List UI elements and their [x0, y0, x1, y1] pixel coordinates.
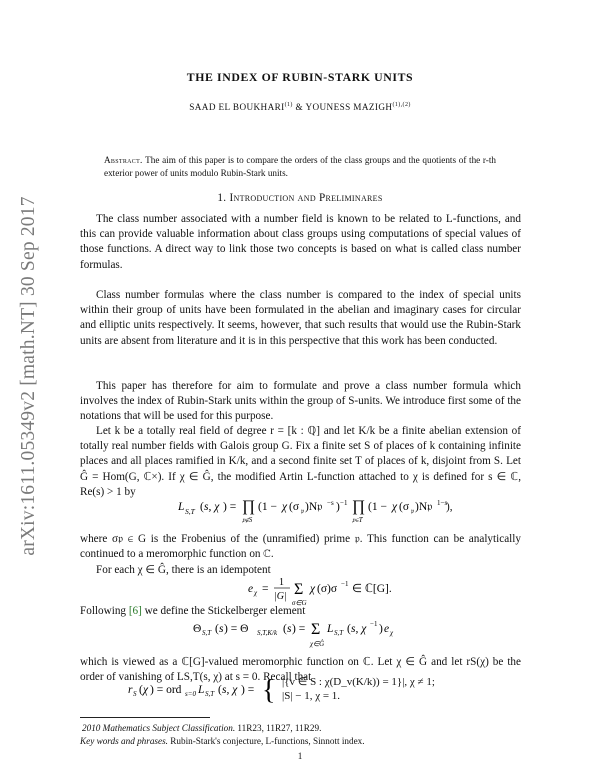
paragraph-idempotent: For each χ ∈ Ĝ, there is an idempotent: [96, 564, 271, 576]
svg-text:(: (: [215, 623, 219, 635]
svg-text:(: (: [283, 623, 287, 635]
svg-text:=: =: [262, 583, 269, 595]
equation-stickelberger-render: [193, 616, 433, 650]
svg-text:χ: χ: [310, 583, 316, 595]
svg-text:) =: ) =: [292, 623, 306, 635]
svg-text:χ: χ: [392, 501, 398, 513]
svg-text:L: L: [198, 684, 205, 696]
svg-text:χ: χ: [390, 629, 394, 637]
equation-rs-cases: [128, 673, 278, 710]
footnote-divider: [80, 717, 210, 718]
svg-text:(: (: [139, 684, 143, 696]
stickelberger-pre: Following: [80, 605, 129, 617]
paragraph-class-number: Class number formulas where the class number is compared to the index of special units within their group of units have been formulated in the abelian and imaginary cases for circular and elliptic units respectively. It seems, however, that such results that would use the Rubin-Stark units are absent from literature and it is in this perspective that this work has been conducted.: [80, 289, 521, 347]
svg-text:(σ)σ: (σ)σ: [317, 583, 338, 595]
svg-text:) = ord: ) = ord: [150, 684, 182, 696]
svg-text:(: (: [200, 501, 204, 513]
svg-text:s: s: [219, 623, 224, 635]
svg-text:(σ: (σ: [289, 501, 300, 513]
svg-text:−1: −1: [340, 499, 348, 507]
citation-link[interactable]: [6]: [128, 605, 142, 617]
svg-text:S,T: S,T: [334, 629, 344, 637]
svg-text:(: (: [347, 623, 351, 635]
equation-l-function-tail: ),: [446, 501, 453, 513]
svg-text:|G|: |G|: [274, 591, 287, 602]
svg-text:s, χ: s, χ: [351, 623, 367, 635]
svg-text:(: (: [218, 684, 222, 696]
svg-text:σ∈G: σ∈G: [292, 599, 307, 607]
svg-text:Θ: Θ: [193, 623, 202, 635]
equation-l-function: [178, 496, 448, 529]
svg-text:e: e: [384, 623, 390, 635]
equation-stickelberger: [193, 616, 433, 653]
svg-text:L: L: [178, 501, 185, 513]
footnote-msc-year-label: 2010 Mathematics Subject Classification.: [82, 723, 236, 733]
svg-text:−s: −s: [327, 499, 334, 507]
svg-text:χ: χ: [254, 589, 258, 597]
svg-text:S,T: S,T: [202, 629, 212, 637]
svg-text:Σ: Σ: [311, 621, 321, 638]
svg-text:1−s: 1−s: [437, 499, 448, 507]
svg-text:χ: χ: [143, 684, 149, 696]
author-2-affiliation: (1),(2): [392, 102, 411, 108]
rs-case-2: |S| − 1, χ = 1.: [282, 690, 341, 702]
footnote-keywords-label: Key words and phrases.: [80, 736, 168, 746]
equation-idempotent-render: [248, 574, 408, 608]
footnote-keywords: [80, 735, 521, 747]
svg-text:𝔭: 𝔭: [301, 507, 305, 515]
svg-text:r: r: [128, 684, 133, 696]
stickelberger-post: we define the Stickelberger element: [141, 605, 306, 617]
abstract-label: Abstract.: [104, 155, 143, 165]
svg-text:1: 1: [279, 577, 284, 588]
svg-text:) =: ) =: [223, 501, 237, 513]
svg-text:S,T: S,T: [185, 507, 195, 516]
author-1: SAAD EL BOUKHARI: [189, 102, 285, 113]
author-2: YOUNESS MAZIGH: [305, 102, 393, 113]
svg-text:S: S: [133, 690, 137, 698]
svg-text:S,T,K/k: S,T,K/k: [257, 629, 278, 637]
author-connector: &: [292, 102, 306, 113]
svg-text:𝔭: 𝔭: [411, 507, 415, 515]
paragraph-definitions: Let k be a totally real field of degree r = [k : ℚ] and let K/k be a finite abelian extension of totally real number fields with Galois group G. Fix a finite set S of places of k containing infinite places and all places ramified in K/k, and a second finite set T of places of k, disjoint from S. Let Ĝ = Hom(G, ℂ×). If χ ∈ Ĝ, the modified Artin L-function attached to χ is defined for s ∈ ℂ, Re(s) > 1 by: [80, 425, 521, 498]
svg-text:∏: ∏: [242, 498, 256, 515]
author-1-affiliation: (1): [284, 102, 293, 108]
page-number: 1: [297, 751, 303, 761]
paragraph-aim: This paper has therefore for aim to formulate and prove a class number formula which involves the index of Rubin-Stark units within the group of S-units. We introduce first some of the notations that will be used for this purpose.: [80, 380, 521, 423]
svg-text:(σ: (σ: [399, 501, 410, 513]
svg-text:χ: χ: [282, 501, 288, 513]
svg-text:Σ: Σ: [294, 581, 304, 598]
svg-text:) = Θ: ) = Θ: [224, 623, 249, 635]
svg-text:e: e: [248, 583, 254, 595]
abstract-text: The aim of this paper is to compare the orders of the class groups and the quotients of the r-th exterior power of units modulo Rubin-Stark units.: [104, 155, 496, 178]
svg-text:𝔭∈T: 𝔭∈T: [352, 516, 363, 524]
abstract: [104, 154, 496, 180]
svg-text:): ): [379, 623, 383, 635]
section-heading: 1. Introduction and Preliminares: [217, 192, 383, 204]
equation-rs-lhs: [128, 673, 278, 707]
svg-text:{: {: [262, 675, 276, 706]
svg-text:(1 −: (1 −: [258, 501, 277, 513]
footnote-keywords-value: Rubin-Stark's conjecture, L-functions, Sinnott index.: [167, 736, 365, 746]
rs-case-1: |{v ∈ S : χ(D_v(K/k)) = 1}|, χ ≠ 1;: [282, 676, 435, 688]
paragraph-intro: The class number associated with a number field is known to be related to L-functions, and this can provide valuable information about class groups using computations of special values of those functions. A direct way to link those two concepts is based on what is called class number formulas.: [80, 213, 521, 271]
paper-title: THE INDEX OF RUBIN-STARK UNITS: [186, 70, 414, 84]
svg-text:)N𝔭: )N𝔭: [415, 501, 433, 513]
arxiv-identifier: [14, 176, 44, 576]
svg-text:) =: ) =: [241, 684, 255, 696]
svg-text:(1 −: (1 −: [368, 501, 387, 513]
svg-text:s, χ: s, χ: [222, 684, 238, 696]
svg-text:L: L: [327, 623, 334, 635]
svg-text:S,T: S,T: [205, 690, 215, 698]
svg-text:): ): [336, 501, 340, 513]
arxiv-identifier-text: arXiv:1611.05349v2 [math.NT] 30 Sep 2017: [18, 196, 39, 556]
footnote-msc: [80, 722, 521, 734]
footnote-msc-value: 11R23, 11R27, 11R29.: [235, 723, 322, 733]
svg-text:−1: −1: [341, 580, 349, 588]
svg-text:∏: ∏: [352, 498, 366, 515]
svg-text:s=0: s=0: [185, 690, 196, 698]
svg-text:s: s: [287, 623, 292, 635]
svg-text:𝔭∉S: 𝔭∉S: [242, 516, 253, 524]
author-line: [0, 102, 600, 112]
svg-text:s, χ: s, χ: [204, 501, 220, 513]
svg-text:∈ ℂ[G].: ∈ ℂ[G].: [352, 583, 392, 595]
svg-text:−1: −1: [370, 620, 378, 628]
svg-text:)N𝔭: )N𝔭: [305, 501, 323, 513]
paragraph-vanishing-order: which is viewed as a ℂ[G]-valued meromorphic function on ℂ. Let χ ∈ Ĝ and let rS(χ) be the order of vanishing of LS,T(s, χ) at s = 0. Recall that: [80, 656, 521, 684]
paragraph-frobenius: where σ𝔭 ∈ G is the Frobenius of the (unramified) prime 𝔭. This function can be analytically continued to a meromorphic function on ℂ.: [80, 533, 521, 561]
equation-l-function-render: [178, 496, 448, 526]
svg-text:χ∈Ĝ: χ∈Ĝ: [310, 640, 325, 648]
